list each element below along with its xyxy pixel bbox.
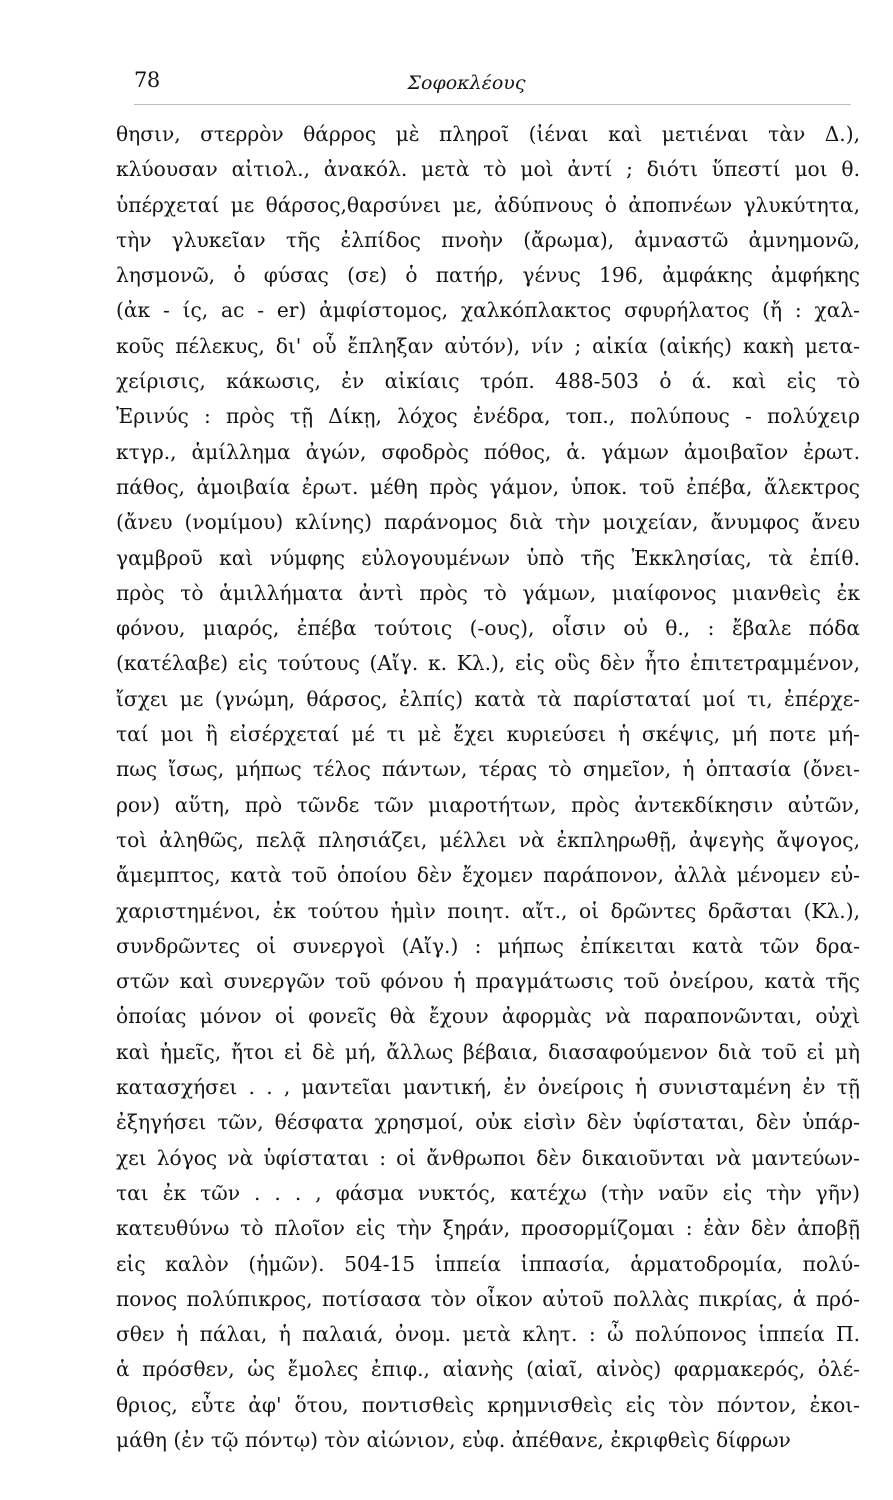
text-line: ἐξηγήσει τῶν, θέσφατα χρησμοί, οὐκ εἰσὶν δὲν ὑφίσταται, δὲν ὑπάρ- — [116, 1110, 860, 1135]
text-line: ρον) αὕτη, πρὸ τῶνδε τῶν μιαροτήτων, πρὸς ἀντεκδίκησιν αὐτῶν, — [116, 792, 860, 817]
text-line: πως ἴσως, μήπως τέλος πάντων, τέρας τὸ σημεῖον, ἡ ὀπτασία (ὄνει- — [116, 757, 860, 782]
commentary-text — [116, 117, 860, 1458]
text-line: κοῦς πέλεκυς, δι' οὗ ἔπληξαν αὐτόν), νίν ; αἰκία (αἰκής) κακὴ μετα- — [116, 333, 860, 358]
text-line: (ἀκ - ίς, ac - er) ἀμφίστομος, χαλκόπλακτος σφυρήλατος (ἤ : χαλ- — [116, 298, 860, 323]
text-line: χαριστημένοι, ἐκ τούτου ἡμὶν ποιητ. αἴτ., οἱ δρῶντες δρᾶσται (Κλ.), — [116, 898, 860, 923]
text-line: θριος, εὖτε ἀφ' ὅτου, ποντισθεὶς κρημνισθεὶς εἰς τὸν πόντον, ἐκοι- — [116, 1392, 860, 1417]
text-line: ὁποίας μόνον οἱ φονεῖς θὰ ἔχουν ἀφορμὰς νὰ παραπονῶνται, οὐχὶ — [116, 1004, 860, 1029]
text-line: τὴν γλυκεῖαν τῆς ἐλπίδος πνοὴν (ἄρωμα), ἀμναστῶ ἀμνημονῶ, — [116, 227, 860, 252]
page-number: 78 — [134, 68, 160, 92]
header-rule — [134, 104, 851, 105]
text-line: ται ἐκ τῶν . . . , φάσμα νυκτός, κατέχω (τὴν ναῦν εἰς τὴν γῆν) — [116, 1180, 860, 1205]
text-line: λησμονῶ, ὁ φύσας (σε) ὁ πατήρ, γένυς 196, ἀμφάκης ἀμφήκης — [116, 263, 860, 288]
text-line: στῶν καὶ συνεργῶν τοῦ φόνου ἡ πραγμάτωσις τοῦ ὀνείρου, κατὰ τῆς — [116, 969, 860, 994]
text-line: ἁ πρόσθεν, ὡς ἔμολες ἐπιφ., αἰανὴς (αἰαῖ, αἰνὸς) φαρμακερός, ὀλέ- — [116, 1357, 860, 1382]
text-line: ταί μοι ἢ εἰσέρχεταί μέ τι μὲ ἔχει κυριεύσει ἡ σκέψις, μή ποτε μή- — [116, 722, 860, 747]
text-line: σθεν ἡ πάλαι, ἡ παλαιά, ὀνομ. μετὰ κλητ. : ὦ πολύπονος ἱππεία Π. — [116, 1322, 860, 1347]
text-line: κατασχήσει . . , μαντεῖαι μαντική, ἐν ὀνείροις ἡ συνισταμένη ἐν τῇ — [116, 1075, 860, 1100]
text-line: χείρισις, κάκωσις, ἐν αἰκίαις τρόπ. 488-503 ὁ ά. καὶ εἰς τὸ — [116, 369, 860, 394]
text-line: (κατέλαβε) εἰς τούτους (Αἴγ. κ. Κλ.), εἰς οὓς δὲν ἦτο ἐπιτετραμμένον, — [116, 651, 860, 676]
text-line: ἴσχει με (γνώμη, θάρσος, ἐλπίς) κατὰ τὰ παρίσταταί μοί τι, ἐπέρχε- — [116, 686, 860, 711]
text-line: κτγρ., ἁμίλλημα ἀγών, σφοδρὸς πόθος, ἁ. γάμων ἀμοιβαῖον ἐρωτ. — [116, 439, 860, 464]
text-line: συνδρῶντες οἱ συνεργοὶ (Αἴγ.) : μήπως ἐπίκειται κατὰ τῶν δρα- — [116, 933, 860, 958]
running-head: Σοφοκλέους — [407, 72, 526, 94]
text-line: εἰς καλὸν (ἡμῶν). 504-15 ἱππεία ἱππασία, ἁρματοδρομία, πολύ- — [116, 1251, 860, 1276]
text-line: μάθη (ἐν τῷ πόντῳ) τὸν αἰώνιον, εὐφ. ἀπέθανε, ἐκριφθεὶς δίφρων — [116, 1427, 791, 1452]
text-line: τοὶ ἀληθῶς, πελᾷ πλησιάζει, μέλλει νὰ ἐκπληρωθῇ, ἀψεγὴς ἄψογος, — [116, 827, 860, 852]
text-line: κλύουσαν αἰτιολ., ἀνακόλ. μετὰ τὸ μοὶ ἀντί ; διότι ὕπεστί μοι θ. — [116, 157, 860, 182]
text-line: πρὸς τὸ ἁμιλλήματα ἀντὶ πρὸς τὸ γάμων, μιαίφονος μιανθεὶς ἐκ — [116, 580, 860, 605]
text-line: πάθος, ἀμοιβαία ἐρωτ. μέθη πρὸς γάμον, ὑποκ. τοῦ ἐπέβα, ἄλεκτρος — [116, 474, 860, 499]
text-line: χει λόγος νὰ ὑφίσταται : οἱ ἄνθρωποι δὲν δικαιοῦνται νὰ μαντεύων- — [116, 1145, 860, 1170]
text-line: πονος πολύπικρος, ποτίσασα τὸν οἶκον αὐτοῦ πολλὰς πικρίας, ἁ πρό- — [116, 1286, 860, 1311]
text-line: ἄμεμπτος, κατὰ τοῦ ὁποίου δὲν ἔχομεν παράπονον, ἀλλὰ μένομεν εὐ- — [116, 863, 860, 888]
text-line: ὑπέρχεταί με θάρσος,θαρσύνει με, ἀδύπνους ὁ ἀποπνέων γλυκύτητα, — [116, 192, 860, 217]
text-line: γαμβροῦ καὶ νύμφης εὐλογουμένων ὑπὸ τῆς Ἐκκλησίας, τὰ ἐπίθ. — [116, 545, 860, 570]
text-line: καὶ ἡμεῖς, ἤτοι εἰ δὲ μή, ἄλλως βέβαια, διασαφούμενον διὰ τοῦ εἰ μὴ — [116, 1039, 860, 1064]
text-line: (ἄνευ (νομίμου) κλίνης) παράνομος διὰ τὴν μοιχείαν, ἄνυμφος ἄνευ — [116, 510, 860, 535]
text-line: θησιν, στερρὸν θάρρος μὲ πληροῖ (ἰέναι καὶ μετιέναι τὰν Δ.), — [116, 122, 860, 146]
text-line: Ἐρινύς : πρὸς τῇ Δίκῃ, λόχος ἐνέδρα, τοπ., πολύπους - πολύχειρ — [116, 404, 860, 429]
text-line: φόνου, μιαρός, ἐπέβα τούτοις (-ους), οἷσιν οὐ θ., : ἔβαλε πόδα — [116, 616, 860, 641]
text-line: κατευθύνω τὸ πλοῖον εἰς τὴν ξηράν, προσορμίζομαι : ἐὰν δὲν ἀποβῇ — [116, 1216, 860, 1241]
